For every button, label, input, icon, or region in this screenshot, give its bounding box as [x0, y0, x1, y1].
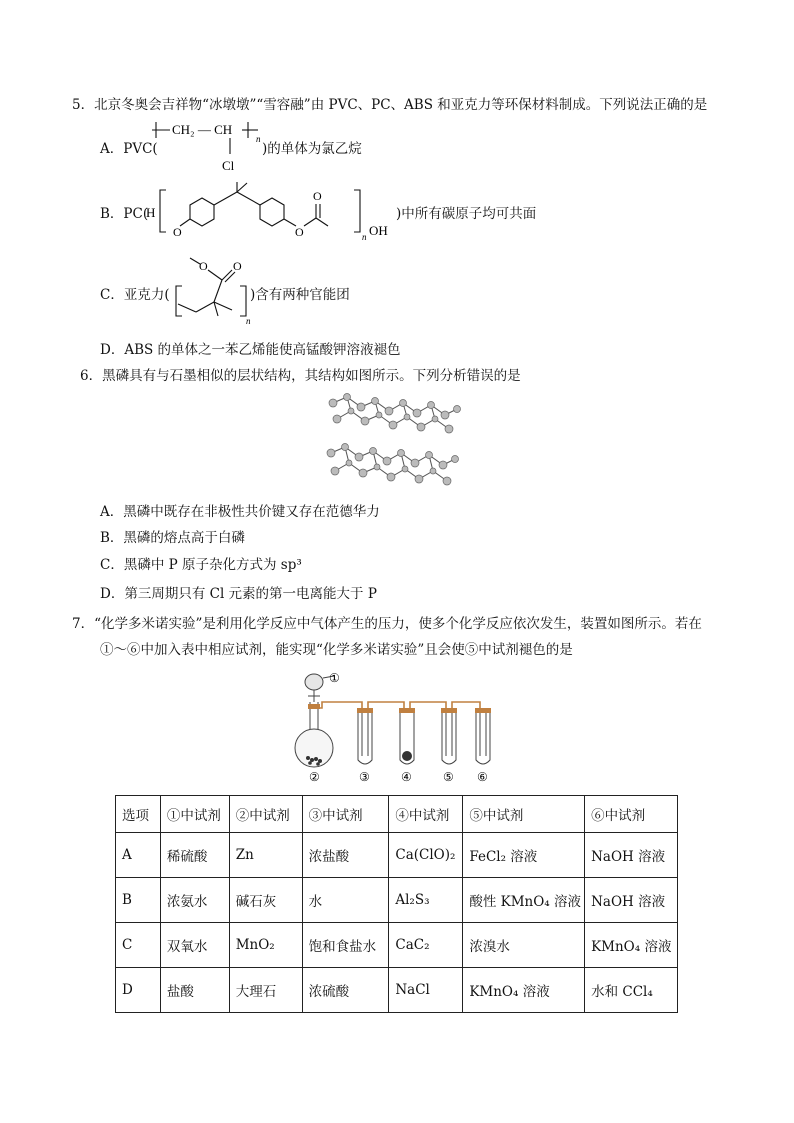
table-cell: MnO₂	[229, 923, 302, 968]
reagent-table	[115, 795, 678, 1013]
pc-o1-label: O	[173, 225, 182, 239]
q6-option-c: C．黑磷中 P 原子杂化方式为 sp³	[100, 557, 302, 573]
table-cell: 酸性 KMnO₄ 溶液	[463, 878, 585, 923]
apparatus-label-6: ⑥	[477, 770, 488, 784]
apparatus-label-4: ④	[401, 770, 412, 784]
table-cell: 盐酸	[160, 968, 229, 1013]
table-cell: D	[116, 968, 161, 1013]
q6-stem: 6．黑磷具有与石墨相似的层状结构，其结构如图所示。下列分析错误的是	[80, 368, 521, 384]
table-cell: 水和 CCl₄	[585, 968, 678, 1013]
table-cell: Zn	[229, 833, 302, 878]
table-row	[116, 833, 678, 878]
pvc-cl-label: Cl	[222, 158, 235, 173]
table-cell: 饱和食盐水	[302, 923, 389, 968]
black-phosphorus-structure	[325, 393, 465, 493]
pc-n-label: n	[362, 232, 367, 242]
table-cell: Al₂S₃	[389, 878, 463, 923]
table-header-cell: ⑤中试剂	[463, 796, 585, 833]
pc-h-label: H	[146, 205, 156, 220]
pvc-chain-label: CH₂ — CH	[172, 122, 233, 137]
table-cell: NaOH 溶液	[585, 833, 678, 878]
q6-option-b: B．黑磷的熔点高于白磷	[100, 530, 245, 546]
table-cell: FeCl₂ 溶液	[463, 833, 585, 878]
table-cell: A	[116, 833, 161, 878]
table-header-cell: ⑥中试剂	[585, 796, 678, 833]
pc-structure	[140, 180, 400, 245]
table-cell: 浓盐酸	[302, 833, 389, 878]
table-row	[116, 878, 678, 923]
q6-option-a: A．黑磷中既存在非极性共价键又存在范德华力	[100, 504, 380, 520]
q7-stem-line1: 7．“化学多米诺实验”是利用化学反应中气体产生的压力，使多个化学反应依次发生，装置如图所示。若在	[72, 616, 702, 632]
q5-option-b-prefix: B．PC(	[100, 206, 149, 222]
q5-option-c-suffix: )含有两种官能团	[250, 287, 350, 303]
acrylic-o2-label: O	[233, 259, 242, 273]
table-header-cell: 选项	[116, 796, 161, 833]
acrylic-structure	[170, 252, 260, 330]
domino-apparatus	[296, 668, 506, 786]
table-cell: 浓硫酸	[302, 968, 389, 1013]
apparatus-label-3: ③	[359, 770, 370, 784]
acrylic-n-label: n	[246, 316, 251, 326]
table-cell: 大理石	[229, 968, 302, 1013]
table-header-row	[116, 796, 678, 833]
q6-option-d: D．第三周期只有 Cl 元素的第一电离能大于 P	[100, 586, 377, 602]
table-header-cell: ②中试剂	[229, 796, 302, 833]
apparatus-label-2: ②	[309, 770, 320, 784]
pvc-structure	[150, 118, 270, 178]
q5-option-d: D．ABS 的单体之一苯乙烯能使高锰酸钾溶液褪色	[100, 342, 401, 358]
apparatus-label-5: ⑤	[443, 770, 454, 784]
table-row	[116, 968, 678, 1013]
pc-o3-label: O	[313, 189, 322, 203]
table-row	[116, 923, 678, 968]
apparatus-label-1: ①	[329, 671, 340, 685]
q5-option-a-suffix: )的单体为氯乙烷	[262, 141, 362, 157]
table-cell: C	[116, 923, 161, 968]
acrylic-o1-label: O	[199, 259, 208, 273]
table-cell: Ca(ClO)₂	[389, 833, 463, 878]
table-cell: KMnO₄ 溶液	[463, 968, 585, 1013]
q5-stem: 5．北京冬奥会吉祥物“冰墩墩”“雪容融”由 PVC、PC、ABS 和亚克力等环保材料制成。下列说法正确的是	[72, 97, 708, 113]
table-cell: B	[116, 878, 161, 923]
table-header-cell: ④中试剂	[389, 796, 463, 833]
q7-stem-line2: ①～⑥中加入表中相应试剂，能实现“化学多米诺实验”且会使⑤中试剂褪色的是	[100, 642, 573, 658]
pc-oh-label: OH	[369, 223, 388, 238]
q5-option-a-prefix: A．PVC(	[100, 141, 158, 157]
table-cell: CaC₂	[389, 923, 463, 968]
q5-option-c-prefix: C．亚克力(	[100, 287, 170, 303]
table-header-cell: ①中试剂	[160, 796, 229, 833]
table-cell: KMnO₄ 溶液	[585, 923, 678, 968]
q5-option-b-suffix: )中所有碳原子均可共面	[396, 206, 537, 222]
table-cell: 双氧水	[160, 923, 229, 968]
table-cell: 碱石灰	[229, 878, 302, 923]
table-cell: NaOH 溶液	[585, 878, 678, 923]
table-cell: 浓氨水	[160, 878, 229, 923]
pc-o2-label: O	[295, 225, 304, 239]
table-cell: 浓溴水	[463, 923, 585, 968]
table-header-cell: ③中试剂	[302, 796, 389, 833]
table-cell: 水	[302, 878, 389, 923]
table-cell: NaCl	[389, 968, 463, 1013]
table-cell: 稀硫酸	[160, 833, 229, 878]
pvc-n-label: n	[256, 134, 261, 144]
